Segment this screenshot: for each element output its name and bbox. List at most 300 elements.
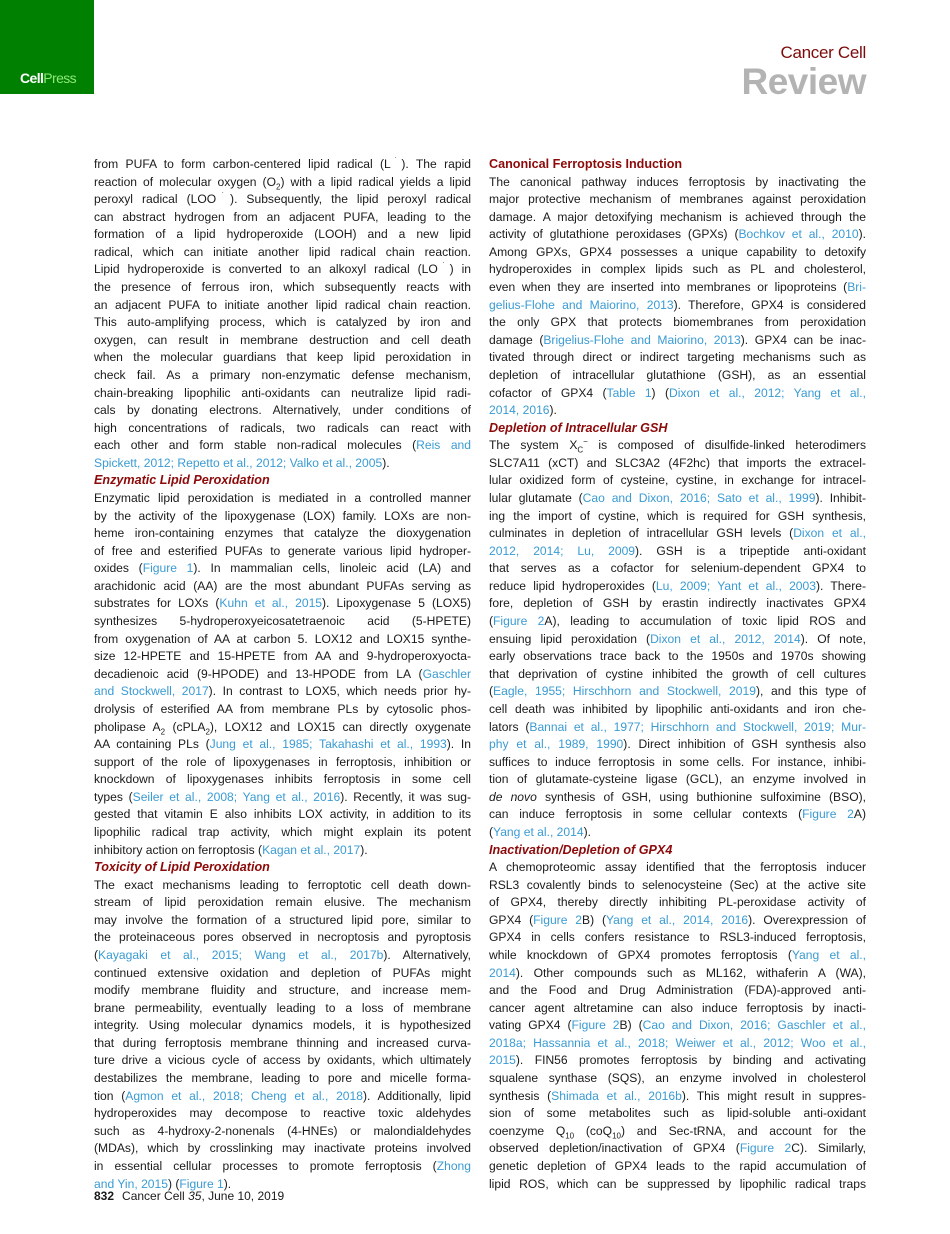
- text: ).: [360, 842, 368, 857]
- text: Enzymatic lipid peroxidation is mediated in a controlled manner: [94, 490, 471, 505]
- text-line: [489, 894, 866, 912]
- citation-link[interactable]: 2015: [489, 1053, 516, 1068]
- text: pholipase A: [94, 719, 161, 734]
- text: ). The rapid: [401, 157, 471, 171]
- text: sion of some metabolites such as lipid-soluble anti-oxidant: [489, 1106, 866, 1121]
- text: high concentrations of radicals, two radicals can react with: [94, 420, 471, 435]
- citation-link[interactable]: Figure 1: [142, 561, 194, 576]
- text: that during ferroptosis membrane thinning and increased curva-: [94, 1035, 471, 1050]
- logo-cell: Cell: [20, 70, 44, 86]
- text-line: [94, 226, 471, 244]
- text-line: [94, 1035, 471, 1053]
- text-line: [94, 209, 471, 227]
- text-line: [94, 1105, 471, 1123]
- text: ).: [549, 403, 557, 418]
- text-line: [94, 1158, 471, 1176]
- text: ). Subsequently, the lipid peroxyl radical: [230, 192, 472, 207]
- text-line: [94, 736, 471, 754]
- citation-link[interactable]: Lu, 2009; Yant et al., 2003: [655, 578, 816, 593]
- text: ). GSH is a tripeptide anti-oxidant: [635, 543, 866, 558]
- text: that serves as a cofactor for selenium-dependent GPX4 to: [489, 561, 866, 576]
- superscript: −: [583, 437, 588, 447]
- text: ). Inhibit-: [815, 490, 866, 505]
- text-line: [94, 806, 471, 824]
- text: can abstract hydrogen from an adjacent PUFA, leading to the: [94, 209, 471, 224]
- citation-link[interactable]: Figure 1: [179, 1176, 224, 1191]
- text: heme iron-containing enzymes that catalyze the dioxygenation: [94, 526, 471, 541]
- text: ) in: [449, 262, 471, 277]
- text: ). FIN56 promotes ferroptosis by binding and activating: [515, 1053, 866, 1068]
- text: hydroperoxides may decompose to reactive toxic aldehydes: [94, 1106, 471, 1121]
- citation-link[interactable]: Yang et al., 2014: [493, 824, 584, 839]
- citation-link[interactable]: Seiler et al., 2008; Yang et al., 2016: [132, 789, 341, 804]
- text: oxygen, can result in membrane destruction and cell death: [94, 332, 471, 347]
- text: in essential cellular processes to promote ferroptosis (: [94, 1158, 437, 1173]
- subscript: 2: [205, 726, 210, 736]
- text: ). Recently, it was sug-: [340, 789, 471, 804]
- text: ). In: [446, 737, 471, 752]
- journal-name: Cancer Cell: [780, 43, 866, 62]
- text: damage (: [489, 332, 544, 347]
- text-line: [94, 771, 471, 789]
- section-heading: Toxicity of Lipid Peroxidation: [94, 860, 270, 875]
- text: when the molecular guardians that keep lipid peroxidation in: [94, 350, 471, 365]
- text: from PUFA to form carbon-centered lipid radical (L: [94, 157, 391, 171]
- text: ensuing lipid peroxidation (: [489, 631, 651, 646]
- superscript: ˙: [390, 155, 402, 165]
- text: This auto-amplifying process, which is catalyzed by iron and: [94, 315, 471, 330]
- text: AA containing PLs (: [94, 737, 210, 752]
- text-line: [489, 226, 866, 244]
- text-line: [489, 789, 866, 807]
- subscript: C: [577, 445, 584, 455]
- text-line: [489, 191, 866, 209]
- footer-date: , June 10, 2019: [201, 1189, 285, 1203]
- text: damage. A major detoxifying mechanism is achieved through the: [489, 209, 866, 224]
- text-line: [94, 789, 471, 807]
- text-line: [489, 806, 866, 824]
- text-line: [489, 437, 866, 455]
- citation-link[interactable]: Kayagaki et al., 2015; Wang et al., 2017b: [98, 948, 384, 963]
- text-line: [94, 174, 471, 192]
- text: formation of a lipid hydroperoxide (LOOH) and a new lipid: [94, 227, 471, 242]
- text-line: [489, 1070, 866, 1088]
- text: cofactor of GPX4 (: [489, 385, 607, 400]
- text-line: [489, 349, 866, 367]
- citation-link[interactable]: Dixon et al., 2012; Yang et al.,: [668, 385, 866, 400]
- citation-link[interactable]: Cao and Dixon, 2016; Gaschler et al.,: [642, 1018, 866, 1033]
- text-line: [94, 701, 471, 719]
- text: lular oxidized form of cysteine, cystine, in exchange for intracel-: [489, 473, 866, 488]
- text-line: [94, 1070, 471, 1088]
- text: synthesis (: [489, 1088, 552, 1103]
- citation-link[interactable]: Table 1: [606, 385, 652, 400]
- text: ).: [583, 824, 591, 839]
- text: cals by donating electrons. Alternatively, under conditions of: [94, 403, 471, 418]
- text: B) (: [582, 912, 606, 927]
- text: A chemoproteomic assay identified that the ferroptosis inducer: [489, 860, 866, 875]
- text-line: [94, 666, 471, 684]
- text-line: [94, 1052, 471, 1070]
- text-line: [489, 648, 866, 666]
- text: activity of glutathione peroxidases (GPXs) (: [489, 227, 739, 242]
- text: genetic depletion of GPX4 leads to the rapid accumulation of: [489, 1158, 866, 1173]
- text: C). Similarly,: [791, 1141, 866, 1156]
- text: from oxygenation of AA at carbon 5. LOX12 and LOX15 synthe-: [94, 631, 471, 646]
- text: ), LOX12 and LOX15 can directly oxygenate: [209, 719, 471, 734]
- citation-link[interactable]: Yang et al.,: [791, 948, 866, 963]
- text-line: [94, 420, 471, 438]
- subscript: 10: [612, 1131, 621, 1141]
- text: (MDAs), which by crosslinking may inactivate proteins involved: [94, 1141, 471, 1156]
- text-line: [489, 912, 866, 930]
- text-line: [489, 543, 866, 561]
- text: peroxyl radical (LOO: [94, 192, 217, 207]
- text: modify membrane fluidity and structure, and increase mem-: [94, 983, 471, 998]
- text: ing the import of cystine, which is required for GSH synthesis,: [489, 508, 866, 523]
- text-line: [489, 631, 866, 649]
- text: ) (: [167, 1176, 180, 1191]
- text: ). This might result in suppres-: [681, 1088, 866, 1103]
- text: check fail. As a primary non-enzymatic defense mechanism,: [94, 367, 471, 382]
- text-line: [94, 824, 471, 842]
- text-line: [489, 455, 866, 473]
- text-line: [489, 297, 866, 315]
- text: SLC7A11 (xCT) and SLC3A2 (4F2hc) that imports the extracel-: [489, 455, 866, 470]
- section-heading: Enzymatic Lipid Peroxidation: [94, 473, 270, 488]
- text-line: [489, 771, 866, 789]
- text-line: [489, 1000, 866, 1018]
- text: ). There-: [815, 578, 866, 593]
- text-line: [489, 1176, 866, 1194]
- citation-link[interactable]: Figure 2: [739, 1141, 792, 1156]
- text: tion of glutamate-cysteine ligase (GCL), an enzyme involved in: [489, 772, 866, 787]
- text-line: [94, 385, 471, 403]
- text: ) with a lipid radical yields a lipid: [280, 174, 471, 189]
- citation-link[interactable]: Figure 2: [533, 912, 583, 927]
- text-line: [94, 279, 471, 297]
- text: synthesis of GSH, using buthionine sulfoximine (BSO),: [536, 789, 866, 804]
- text-line: [489, 701, 866, 719]
- text: GPX4 (: [489, 912, 534, 927]
- text: Among GPXs, GPX4 possesses a unique capability to detoxify: [489, 244, 866, 259]
- superscript: ˙: [216, 191, 231, 201]
- text-line: [489, 683, 866, 701]
- left-column: [94, 156, 471, 1193]
- text: ).: [382, 455, 390, 470]
- text-line: [94, 929, 471, 947]
- text: substrates for LOXs (: [94, 596, 220, 611]
- citation-link[interactable]: Dixon et al.,: [793, 526, 866, 541]
- citation-link[interactable]: Spickett, 2012; Repetto et al., 2012; Valko et al., 2005: [94, 455, 383, 470]
- text: radical, which can initiate another lipid radical chain reaction.: [94, 244, 471, 259]
- citation-link[interactable]: Kuhn et al., 2015: [219, 596, 323, 611]
- citation-link[interactable]: gelius-Flohe and Maiorino, 2013: [489, 297, 674, 312]
- citation-link[interactable]: Yang et al., 2014, 2016: [606, 912, 749, 927]
- text-line: [94, 877, 471, 895]
- text-line: [489, 736, 866, 754]
- text: depletion of intracellular glutathione (GSH), as an essential: [489, 367, 866, 382]
- text-line: [94, 613, 471, 631]
- text: ). Therefore, GPX4 is considered: [673, 297, 866, 312]
- text-line: [94, 297, 471, 315]
- footer-journal: Cancer Cell: [122, 1189, 185, 1203]
- text: observed depletion/inactivation of GPX4 (: [489, 1141, 740, 1156]
- cellpress-logo: [0, 0, 94, 94]
- text-line: [94, 349, 471, 367]
- text-line: [489, 261, 866, 279]
- text-line: [94, 367, 471, 385]
- text-line: [94, 490, 471, 508]
- text: ) (: [651, 385, 669, 400]
- text-line: [489, 279, 866, 297]
- citation-link[interactable]: 2018a; Hassannia et al., 2018; Weiwer et al., 2012; Woo et al.,: [489, 1035, 866, 1050]
- text-line: [489, 385, 866, 403]
- text: of GPX4, thereby directly inhibiting PL-peroxidase activity of: [489, 895, 866, 910]
- text: inhibitory action on ferroptosis (: [94, 842, 263, 857]
- text: The canonical pathway induces ferroptosis by inactivating the: [489, 174, 866, 189]
- text-line: [489, 877, 866, 895]
- citation-link[interactable]: and Stockwell, 2017: [94, 684, 209, 699]
- citation-link[interactable]: Bri-: [847, 280, 866, 295]
- text-line: [489, 1035, 866, 1053]
- text: ).: [858, 227, 867, 242]
- text: tivated through direct or indirect targeting mechanisms such as: [489, 350, 866, 365]
- subscript: 2: [275, 181, 281, 191]
- text: lipid ROS, which can be suppressed by lipophilic radical traps: [489, 1176, 866, 1191]
- text: ) and Sec-tRNA, and account for the: [620, 1123, 866, 1138]
- text: ). Of note,: [800, 631, 867, 646]
- text-line: [94, 754, 471, 772]
- text: (: [94, 948, 99, 963]
- text: knockdown of lipoxygenases inhibits ferroptosis in some cell: [94, 772, 471, 787]
- citation-link[interactable]: and Yin, 2015: [94, 1176, 168, 1191]
- citation-link[interactable]: 2014, 2016: [489, 403, 550, 418]
- text: The system X: [489, 438, 578, 453]
- text: ). Direct inhibition of GSH synthesis also: [623, 737, 866, 752]
- text: ). Other compounds such as ML162, withaferin A (WA),: [515, 965, 866, 980]
- citation-link[interactable]: Shimada et al., 2016b: [551, 1088, 682, 1103]
- text-line: [489, 174, 866, 192]
- text: culminates in depletion of intracellular GSH levels (: [489, 526, 794, 541]
- text: (: [489, 684, 494, 699]
- text-line: [489, 1123, 866, 1141]
- text-line: [94, 437, 471, 455]
- citation-link[interactable]: Figure 2: [802, 807, 854, 822]
- text: (coQ: [574, 1123, 613, 1138]
- text-line: [94, 1017, 471, 1035]
- text-line: [489, 947, 866, 965]
- citation-link[interactable]: 2012, 2014; Lu, 2009: [489, 543, 636, 558]
- text: and the Food and Drug Administration (FDA)-approved anti-: [489, 983, 866, 998]
- text-line: [94, 1000, 471, 1018]
- text-line: [489, 332, 866, 350]
- citation-link[interactable]: Cao and Dixon, 2016; Sato et al., 1999: [582, 490, 816, 505]
- text-line: [94, 402, 471, 420]
- text-line: [94, 508, 471, 526]
- text-line: [94, 543, 471, 561]
- section-heading: Depletion of Intracellular GSH: [489, 420, 668, 435]
- text: gested that vitamin E also inhibits LOX activity, in addition to its: [94, 807, 471, 822]
- text-line: [94, 595, 471, 613]
- text: stream of lipid peroxidation remain elusive. The mechanism: [94, 895, 471, 910]
- text-line: [489, 1105, 866, 1123]
- text-line: [489, 1088, 866, 1106]
- citation-link[interactable]: Gaschler: [422, 666, 471, 681]
- text: integrity. Using molecular dynamics models, it is hypothesized: [94, 1018, 471, 1033]
- text-line: [94, 683, 471, 701]
- text: (: [489, 614, 494, 629]
- text: of free and esterified PUFAs to generate various lipid hydroper-: [94, 543, 471, 558]
- text: ). In contrast to LOX5, which needs prior hy-: [208, 684, 471, 699]
- text-line: [94, 947, 471, 965]
- text: an adjacent PUFA to initiate another lipid radical chain reaction.: [94, 297, 471, 312]
- citation-link[interactable]: Brigelius-Flohe and Maiorino, 2013: [543, 332, 741, 347]
- section-heading: Inactivation/Depletion of GPX4: [489, 842, 673, 857]
- subscript: 2: [160, 726, 166, 736]
- text-line: [94, 1123, 471, 1141]
- page-number: 832: [94, 1189, 115, 1203]
- text: reduce lipid hydroperoxides (: [489, 578, 656, 593]
- text: synthesizes 5-hydroperoxyeicosatetraenoic acid (5-HPETE): [94, 614, 471, 629]
- text: early observations trace back to the 1950s and 1970s showing: [489, 649, 866, 664]
- text: Lipid hydroperoxide is converted to an alkoxyl radical (LO: [94, 262, 438, 277]
- text: may involve the formation of a structured lipid pore, similar to: [94, 912, 471, 927]
- citation-link[interactable]: phy et al., 1989, 1990: [489, 737, 624, 752]
- footer-volume: 35: [188, 1189, 202, 1203]
- text-line: [489, 754, 866, 772]
- text-line: [94, 1140, 471, 1158]
- text: size 12-HPETE and 15-HPETE from AA and 9-hydroperoxyocta-: [94, 649, 471, 664]
- text-line: [94, 244, 471, 262]
- text: RSL3 covalently binds to selenocysteine (Sec) at the active site: [489, 877, 866, 892]
- text: fore, depletion of GSH by erastin indirectly inactivates GPX4: [489, 596, 866, 611]
- text: arachidonic acid (AA) are the most abundant PUFAs serving as: [94, 578, 471, 593]
- citation-link[interactable]: 2014: [489, 965, 516, 980]
- citation-link[interactable]: Reis and: [416, 438, 471, 453]
- text: ). Overexpression of: [748, 912, 867, 927]
- text-line: [489, 560, 866, 578]
- text-line: [94, 156, 471, 174]
- text: chain-breaking lipophilic anti-oxidants can neutralize lipid radi-: [94, 385, 471, 400]
- text: ).: [223, 1176, 232, 1191]
- text-line: [489, 508, 866, 526]
- text-line: [489, 982, 866, 1000]
- text-line: [489, 719, 866, 737]
- text: by the activity of the lipoxygenase (LOX) family. LOXs are non-: [94, 508, 471, 523]
- text: lators (: [489, 719, 530, 734]
- text: the only GPX that protects biomembranes from peroxidation: [489, 315, 866, 330]
- text-line: [489, 472, 866, 490]
- text-line: [94, 894, 471, 912]
- text-line: [489, 1158, 866, 1176]
- text-line: [94, 314, 471, 332]
- text: that deprivation of cystine inhibited the growth of cell cultures: [489, 666, 866, 681]
- citation-link[interactable]: Figure 2: [571, 1018, 620, 1033]
- page-footer: [94, 1189, 284, 1203]
- text: suffices to induce ferroptosis in some cells. For instance, inhibi-: [489, 754, 866, 769]
- citation-link[interactable]: Eagle, 1955; Hirschhorn and Stockwell, 2019: [493, 684, 756, 699]
- text: such as 4-hydroxy-2-nonenals (4-HNEs) or malondialdehydes: [94, 1123, 471, 1138]
- text: lipophilic radical trap activity, which might explain its potent: [94, 824, 471, 839]
- text: (cPLA: [165, 719, 206, 734]
- text: A): [853, 807, 866, 822]
- text-line: [489, 367, 866, 385]
- subscript: 10: [565, 1131, 575, 1141]
- text: (: [489, 824, 494, 839]
- text-line: [94, 719, 471, 737]
- text: ture drive a vicious cycle of access by oxidants, which ultimately: [94, 1053, 471, 1068]
- text-line: [94, 525, 471, 543]
- text: major protective mechanism of membranes against peroxidation: [489, 192, 866, 207]
- citation-link[interactable]: Kagan et al., 2017: [262, 842, 361, 857]
- text-line: [94, 332, 471, 350]
- text-line: [489, 929, 866, 947]
- text-line: [94, 842, 471, 860]
- text-line: [489, 859, 866, 877]
- text: lular glutamate (: [489, 490, 583, 505]
- text-line: [489, 402, 866, 420]
- italic-text: de novo: [489, 789, 537, 804]
- text: can induce ferroptosis in some cellular contexts (: [489, 807, 803, 822]
- text: ). GPX4 can be inac-: [740, 332, 866, 347]
- text-line: [489, 1017, 866, 1035]
- text-line: [489, 578, 866, 596]
- citation-link[interactable]: Figure 2: [493, 614, 545, 629]
- text-line: [489, 1140, 866, 1158]
- text-line: [94, 648, 471, 666]
- citation-link[interactable]: Bannai et al., 1977; Hirschhorn and Stockwell, 2019; Mur-: [529, 719, 866, 734]
- text: GPX4 in cells confers resistance to RSL3-induced ferroptosis,: [489, 930, 866, 945]
- text: the proteinaceous pores observed in necroptosis and pyroptosis: [94, 930, 471, 945]
- text: continued extensive oxidation and depletion of PUFAs might: [94, 965, 471, 980]
- text: brane permeability, eventually leading to a loss of membrane: [94, 1000, 471, 1015]
- citation-link[interactable]: Agmon et al., 2018; Cheng et al., 2018: [125, 1088, 363, 1103]
- text: hydroperoxides in complex lipids such as PL and cholesterol,: [489, 262, 866, 277]
- text-line: [489, 525, 866, 543]
- text-line: [489, 595, 866, 613]
- citation-link[interactable]: Dixon et al., 2012, 2014: [650, 631, 801, 646]
- text: vating GPX4 (: [489, 1018, 572, 1033]
- cellpress-logo-text: [20, 70, 76, 86]
- text: decadienoic acid (9-HPODE) and 13-HPODE from LA (: [94, 666, 423, 681]
- right-column: [489, 156, 866, 1193]
- text-line: [94, 1088, 471, 1106]
- text: B) (: [619, 1018, 643, 1033]
- text-line: [94, 560, 471, 578]
- citation-link[interactable]: Zhong: [436, 1158, 471, 1173]
- text-line: [94, 578, 471, 596]
- text-line: [94, 965, 471, 983]
- text: the presence of ferrous iron, which subsequently reacts with: [94, 280, 471, 295]
- text: cancer agent altretamine can also induce ferroptosis by inacti-: [489, 1000, 866, 1015]
- text-line: [94, 191, 471, 209]
- text-line: [94, 261, 471, 279]
- citation-link[interactable]: Bochkov et al., 2010: [738, 227, 859, 242]
- text-line: [489, 666, 866, 684]
- text-line: [489, 490, 866, 508]
- section-heading: Canonical Ferroptosis Induction: [489, 157, 683, 171]
- citation-link[interactable]: Jung et al., 1985; Takahashi et al., 1993: [209, 737, 447, 752]
- text: destabilizes the membrane, leading to pore and micelle forma-: [94, 1071, 471, 1086]
- text-line: [94, 631, 471, 649]
- text-line: [94, 455, 471, 473]
- text: reaction of molecular oxygen (O: [94, 174, 276, 189]
- text: cell death was inhibited by lipophilic anti-oxidants and iron che-: [489, 701, 866, 716]
- text: even when they are inserted into membranes or lipoproteins (: [489, 280, 848, 295]
- text-line: [489, 965, 866, 983]
- text-line: [489, 314, 866, 332]
